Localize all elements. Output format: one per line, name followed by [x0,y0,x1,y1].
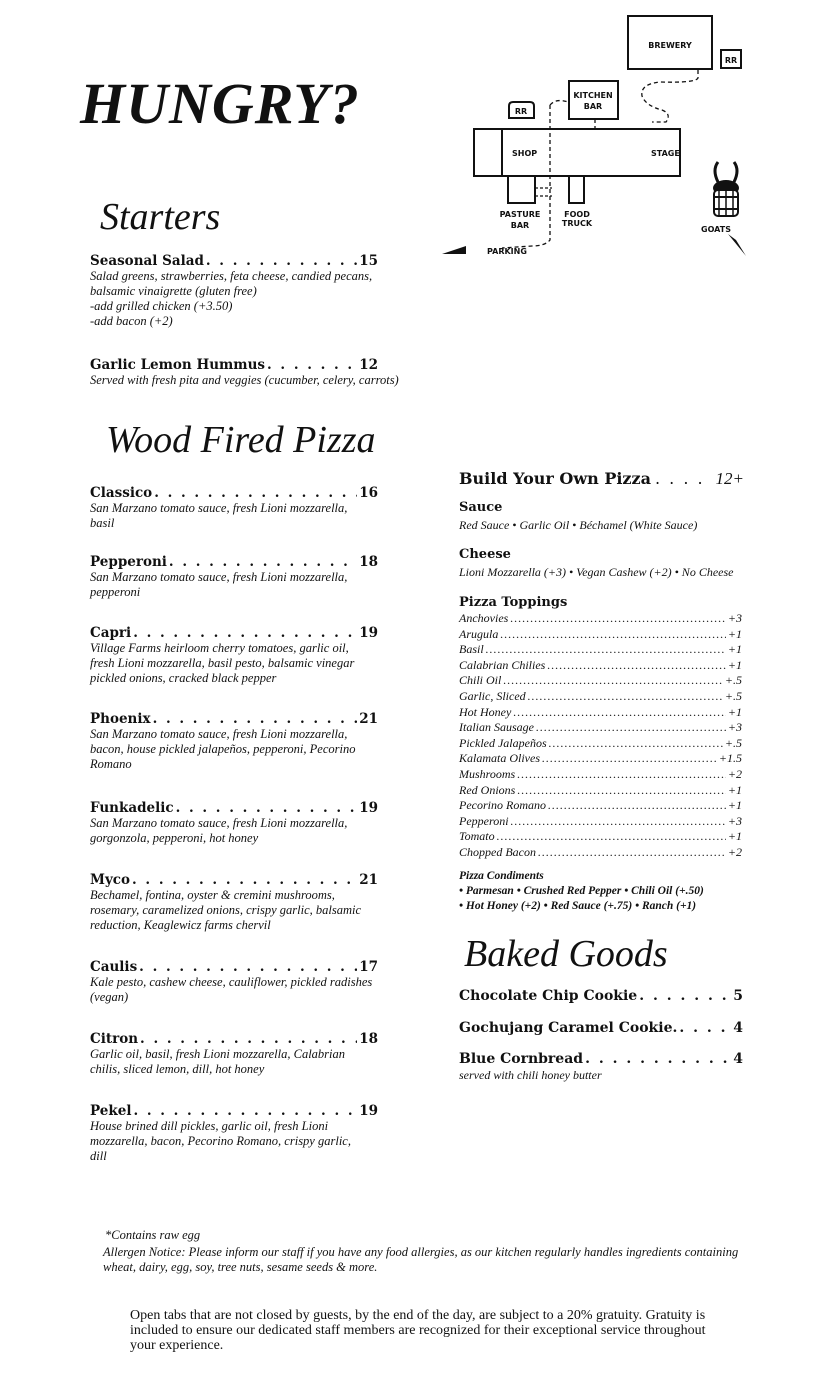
topping-row: Pepperoni ..... +3 [459,814,742,830]
byo-price: 12+ [715,469,744,488]
topping-row: Chopped Bacon ..... +2 [459,845,742,861]
map-label-shop: SHOP [512,149,538,158]
item-name: Classico [90,485,153,501]
item-desc: Served with fresh pita and veggies (cucumber, celery, carrots) [90,373,399,387]
topping-row: Pecorino Romano ..... +1 [459,798,742,814]
map-label-kitchen: KITCHEN [573,91,613,100]
item-name: Pekel [90,1103,132,1119]
kitchen-bar-building [569,81,618,119]
topping-row: Chili Oil ..... +.5 [459,673,742,689]
map-label-truck: TRUCK [561,219,593,228]
menu-item [90,485,378,531]
menu-item [90,1031,378,1077]
item-desc: Kale pesto, cashew cheese, cauliflower, pickled radishes (vegan) [90,975,373,1004]
item-desc: San Marzano tomato sauce, fresh Lioni mozzarella, pepperoni [90,570,348,599]
item-price: 17 [359,959,378,975]
item-price: 19 [359,625,378,641]
topping-row: Italian Sausage ..... +3 [459,720,742,736]
byo-title: Build Your Own Pizza [459,469,651,488]
item-price: 18 [359,1031,378,1047]
topping-row: Basil ..... +1 [459,642,742,658]
menu-item [90,800,378,846]
starters-heading: Starters [100,196,221,238]
item-name: Garlic Lemon Hummus [90,357,266,373]
byo-heading [459,469,744,489]
topping-row: Garlic, Sliced ..... +.5 [459,689,742,705]
item-price: 12 [359,357,378,373]
condiments-line-1: • Parmesan • Crushed Red Pepper • Chili Oil (+.50) [459,885,704,897]
item-desc: San Marzano tomato sauce, fresh Lioni mozzarella, bacon, house pickled jalapeños, pepperoni, Pecorino Romano [90,727,356,771]
item-name: Phoenix [90,711,151,727]
pasture-bar-building [508,176,535,203]
item-desc: Garlic oil, basil, fresh Lioni mozzarella, Calabrian chilis, sliced lemon, dill, hot honey [90,1047,345,1076]
map-label-rr-right: RR [724,56,738,65]
item-desc: Village Farms heirloom cherry tomatoes, garlic oil, fresh Lioni mozzarella, basil pesto, balsamic vinegar pickled onions, cracked black pepper [90,641,355,685]
topping-row: Red Onions ..... +1 [459,783,742,799]
item-name: Caulis [90,959,138,975]
map-label-stage: STAGE [651,149,680,158]
item-price: 16 [359,485,378,501]
pizza-heading: Wood Fired Pizza [106,419,376,461]
parking-arrow [442,246,466,254]
condiments-line-2: • Hot Honey (+2) • Red Sauce (+.75) • Ranch (+1) [459,900,697,912]
menu-item [90,872,378,933]
cheese-options: Lioni Mozzarella (+3) • Vegan Cashew (+2) • No Cheese [459,565,734,579]
gratuity-notice: Open tabs that are not closed by guests, by the end of the day, are subject to a 20% gratuity. Gratuity is included to ensure our dedicated staff members are recognized for their exceptional service throughout your experience. [130,1308,706,1353]
toppings-heading: Pizza Toppings [459,595,568,610]
venue-map [440,10,760,265]
topping-row: Pickled Jalapeños ..... +.5 [459,736,742,752]
map-label-goats: GOATS [701,225,731,234]
menu-item [90,711,378,772]
map-label-rr-left: RR [514,107,528,116]
baked-item: Chocolate Chip Cookie . . . 5 [459,988,743,1004]
menu-item [90,959,378,1005]
topping-row: Tomato ..... +1 [459,829,742,845]
map-label-kitchen-bar: BAR [583,102,603,111]
main-building [474,129,680,176]
baked-heading: Baked Goods [464,933,668,975]
page-title: HUNGRY? [80,71,360,136]
menu-item [90,554,378,600]
allergen-notice: Allergen Notice: Please inform our staff if you have any food allergies, as our kitchen regularly handles ingredients containing wheat, dairy, egg, soy, tree nuts, sesame seeds & more. [103,1245,739,1274]
item-name: Funkadelic [90,800,174,816]
item-name: Seasonal Salad [90,253,204,269]
cheese-heading: Cheese [459,547,511,562]
topping-row: Calabrian Chilies ..... +1 [459,658,742,674]
item-desc: Bechamel, fontina, oyster & cremini mushrooms, rosemary, caramelized onions, crispy garlic, balsamic reduction, Keaglewicz farms chervil [90,888,362,932]
baked-item: Gochujang Caramel Cookie. . . . 4 [459,1020,743,1036]
condiments-heading: Pizza Condiments [459,870,544,882]
topping-row: Anchovies ..... +3 [459,611,742,627]
toppings-list [459,611,742,861]
goats-arrow [728,234,746,256]
topping-row: Hot Honey ..... +1 [459,705,742,721]
item-desc: San Marzano tomato sauce, fresh Lioni mozzarella, gorgonzola, pepperoni, hot honey [90,816,348,845]
map-label-brewery: BREWERY [648,41,692,50]
item-price: 19 [359,1103,378,1119]
item-price: 21 [359,872,378,888]
raw-egg-note: *Contains raw egg [105,1228,201,1242]
item-desc: House brined dill pickles, garlic oil, fresh Lioni mozzarella, bacon, Pecorino Romano, crispy garlic, dill [90,1119,351,1163]
item-desc: Salad greens, strawberries, feta cheese, candied pecans, balsamic vinaigrette (gluten free) -add grilled chicken (+3.50) -add bacon (+2) [90,269,373,328]
path-brewery [642,70,698,122]
item-name: Myco [90,872,131,888]
menu-item [90,1103,378,1164]
menu-item [90,253,378,329]
item-desc: San Marzano tomato sauce, fresh Lioni mozzarella, basil [90,501,348,530]
item-name: Capri [90,625,132,641]
map-label-pasture: PASTURE [499,210,541,219]
item-price: 15 [359,253,378,269]
map-label-pasture-bar: BAR [510,221,530,230]
item-price: 21 [359,711,378,727]
goat-barrel-icon [713,162,739,216]
item-name: Pepperoni [90,554,167,570]
sauce-options: Red Sauce • Garlic Oil • Béchamel (White Sauce) [459,518,698,532]
sauce-heading: Sauce [459,500,503,515]
baked-item: Blue Cornbread . . . 4 [459,1051,743,1067]
item-name: Citron [90,1031,139,1047]
menu-item [90,357,399,388]
item-price: 19 [359,800,378,816]
map-label-parking: PARKING [487,247,527,256]
food-truck [569,176,584,203]
menu-item [90,625,378,686]
topping-row: Arugula ..... +1 [459,627,742,643]
map-label-food: FOOD [564,210,590,219]
topping-row: Kalamata Olives ..... +1.5 [459,751,742,767]
cornbread-note: served with chili honey butter [459,1068,602,1082]
topping-row: Mushrooms ..... +2 [459,767,742,783]
item-price: 18 [359,554,378,570]
